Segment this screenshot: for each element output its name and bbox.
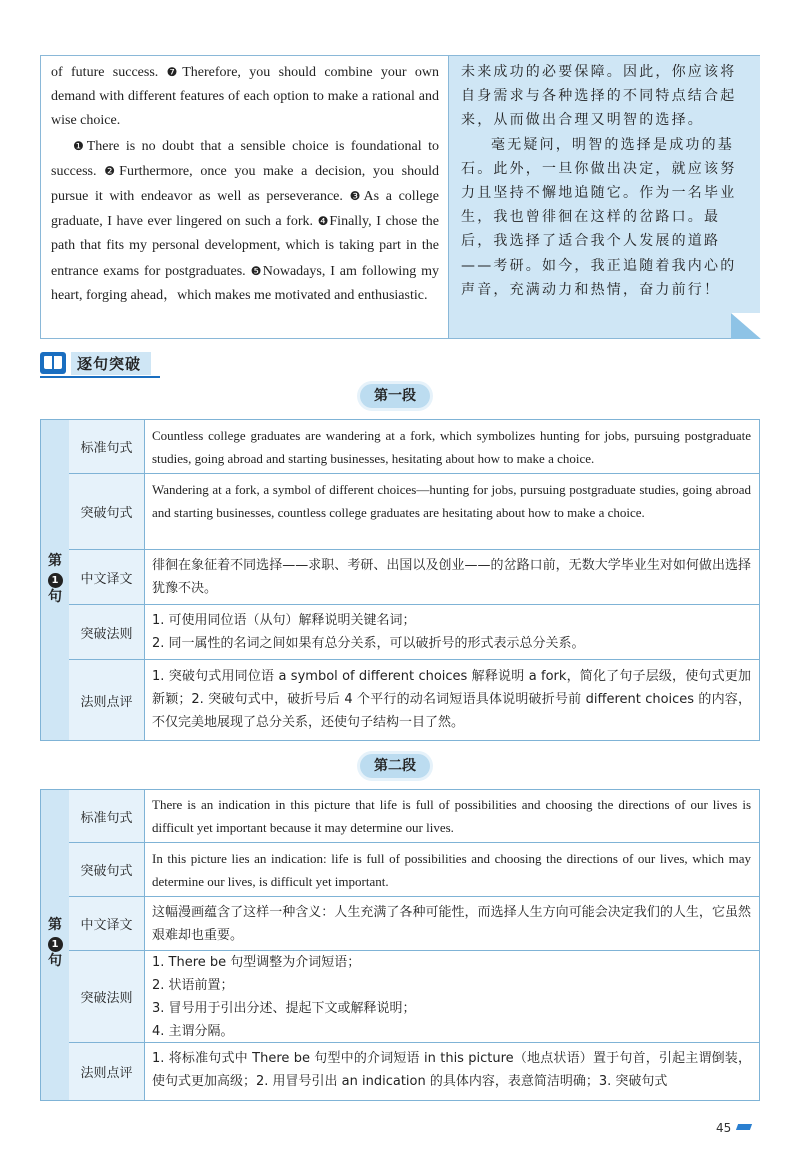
english-paragraph-1: of future success. ❼Therefore, you should combine your own demand with different features of each option to make a rational and wise choice. xyxy=(51,65,440,129)
table-row: 法则点评 1. 突破句式用同位语 a symbol of different choices 解释说明 a fork，简化了句子层级，使句式更加新颖；2. 突破句式中，破折号后 4 个平行的动名词短语具体说明破折号前 different choices 的内容，不仅完美地展现了总分关系，还使句子结构一目了然。 xyxy=(69,660,759,740)
table-row: 标准句式 Countless college graduates are wandering at a fork, which symbolizes hunting for jobs, pursuing postgraduate studies, going abroad and starting businesses, hesitating about how to make a choice. xyxy=(69,420,759,474)
table-row: 突破法则 1. There be 句型调整为介词短语； 2. 状语前置； 3. 冒号用于引出分述、提起下文或解释说明； 4. 主谓分隔。 xyxy=(69,951,759,1043)
chinese-paragraph-2: 毫无疑问，明智的选择是成功的基石。此外，一旦你做出决定，就应该努力且坚持不懈地追随它。作为一名毕业生，我也曾徘徊在这样的岔路口。最后，我选择了适合我个人发展的道路——考研。如今，我正追随着我内心的声音，充满动力和热情，奋力前行！ xyxy=(461,136,737,298)
chinese-paragraph-1: 未来成功的必要保障。因此，你应该将自身需求与各种选择的不同特点结合起来，从而做出合理又明智的选择。 xyxy=(461,64,737,129)
table-row: 突破法则 1. 可使用同位语（从句）解释说明关键名词； 2. 同一属性的名词之间如果有总分关系，可以破折号的形式表示总分关系。 xyxy=(69,605,759,660)
bilingual-passage xyxy=(40,55,760,339)
english-paragraph-2: ❶There is no doubt that a sensible choice is foundational to success. ❷Furthermore, once you make a decision, you should pursue it with endeavor as well as perseverance. ❸As a college graduate, I have ever lingered on such a fork. ❹Finally, I chose the path that fits my personal development, which is taking part in the entrance exams for postgraduates. ❺Nowadays, I am following my heart, forging ahead，which makes me motivated and enthusiastic. xyxy=(51,138,439,303)
table-row: 法则点评 1. 将标准句式中 There be 句型中的介词短语 in this picture（地点状语）置于句首，引起主谓倒装，使句式更加高级；2. 用冒号引出 an indication 的具体内容，表意简洁明确；3. 突破句式 xyxy=(69,1043,759,1100)
paragraph-2-tag: 第二段 xyxy=(360,754,430,778)
chinese-translation-panel xyxy=(448,56,760,338)
section-header xyxy=(40,351,151,375)
sentence-label: 第 1 句 xyxy=(41,420,70,740)
page-fold-cut xyxy=(731,313,761,339)
table-row: 中文译文 徘徊在象征着不同选择——求职、考研、出国以及创业——的岔路口前，无数大学毕业生对如何做出选择犹豫不决。 xyxy=(69,550,759,605)
table-row: 突破句式 In this picture lies an indication: life is full of possibilities and choosing the directions of our lives, which may determine our lives, is difficult yet important. xyxy=(69,843,759,897)
section-underline xyxy=(40,376,160,378)
section-title: 逐句突破 xyxy=(71,352,151,375)
graduation-cap-icon xyxy=(736,1124,752,1130)
page-number: 45 xyxy=(716,1121,732,1135)
paragraph-1-tag: 第一段 xyxy=(360,384,430,408)
analysis-table-1 xyxy=(40,419,760,741)
sentence-label: 第 1 句 xyxy=(41,790,70,1100)
book-icon xyxy=(40,352,66,374)
table-row: 标准句式 There is an indication in this picture that life is full of possibilities and choosing the directions of our lives is difficult yet important because it may determine our lives. xyxy=(69,790,759,843)
analysis-table-2 xyxy=(40,789,760,1101)
table-row: 突破句式 Wandering at a fork, a symbol of different choices—hunting for jobs, pursuing postgraduate studies, going abroad and starting businesses, countless college graduates are hesitating about how to make a choice. xyxy=(69,474,759,550)
english-passage xyxy=(51,60,439,308)
table-row: 中文译文 这幅漫画蕴含了这样一种含义：人生充满了各种可能性，而选择人生方向可能会决定我们的人生，它虽然艰难却也重要。 xyxy=(69,897,759,951)
